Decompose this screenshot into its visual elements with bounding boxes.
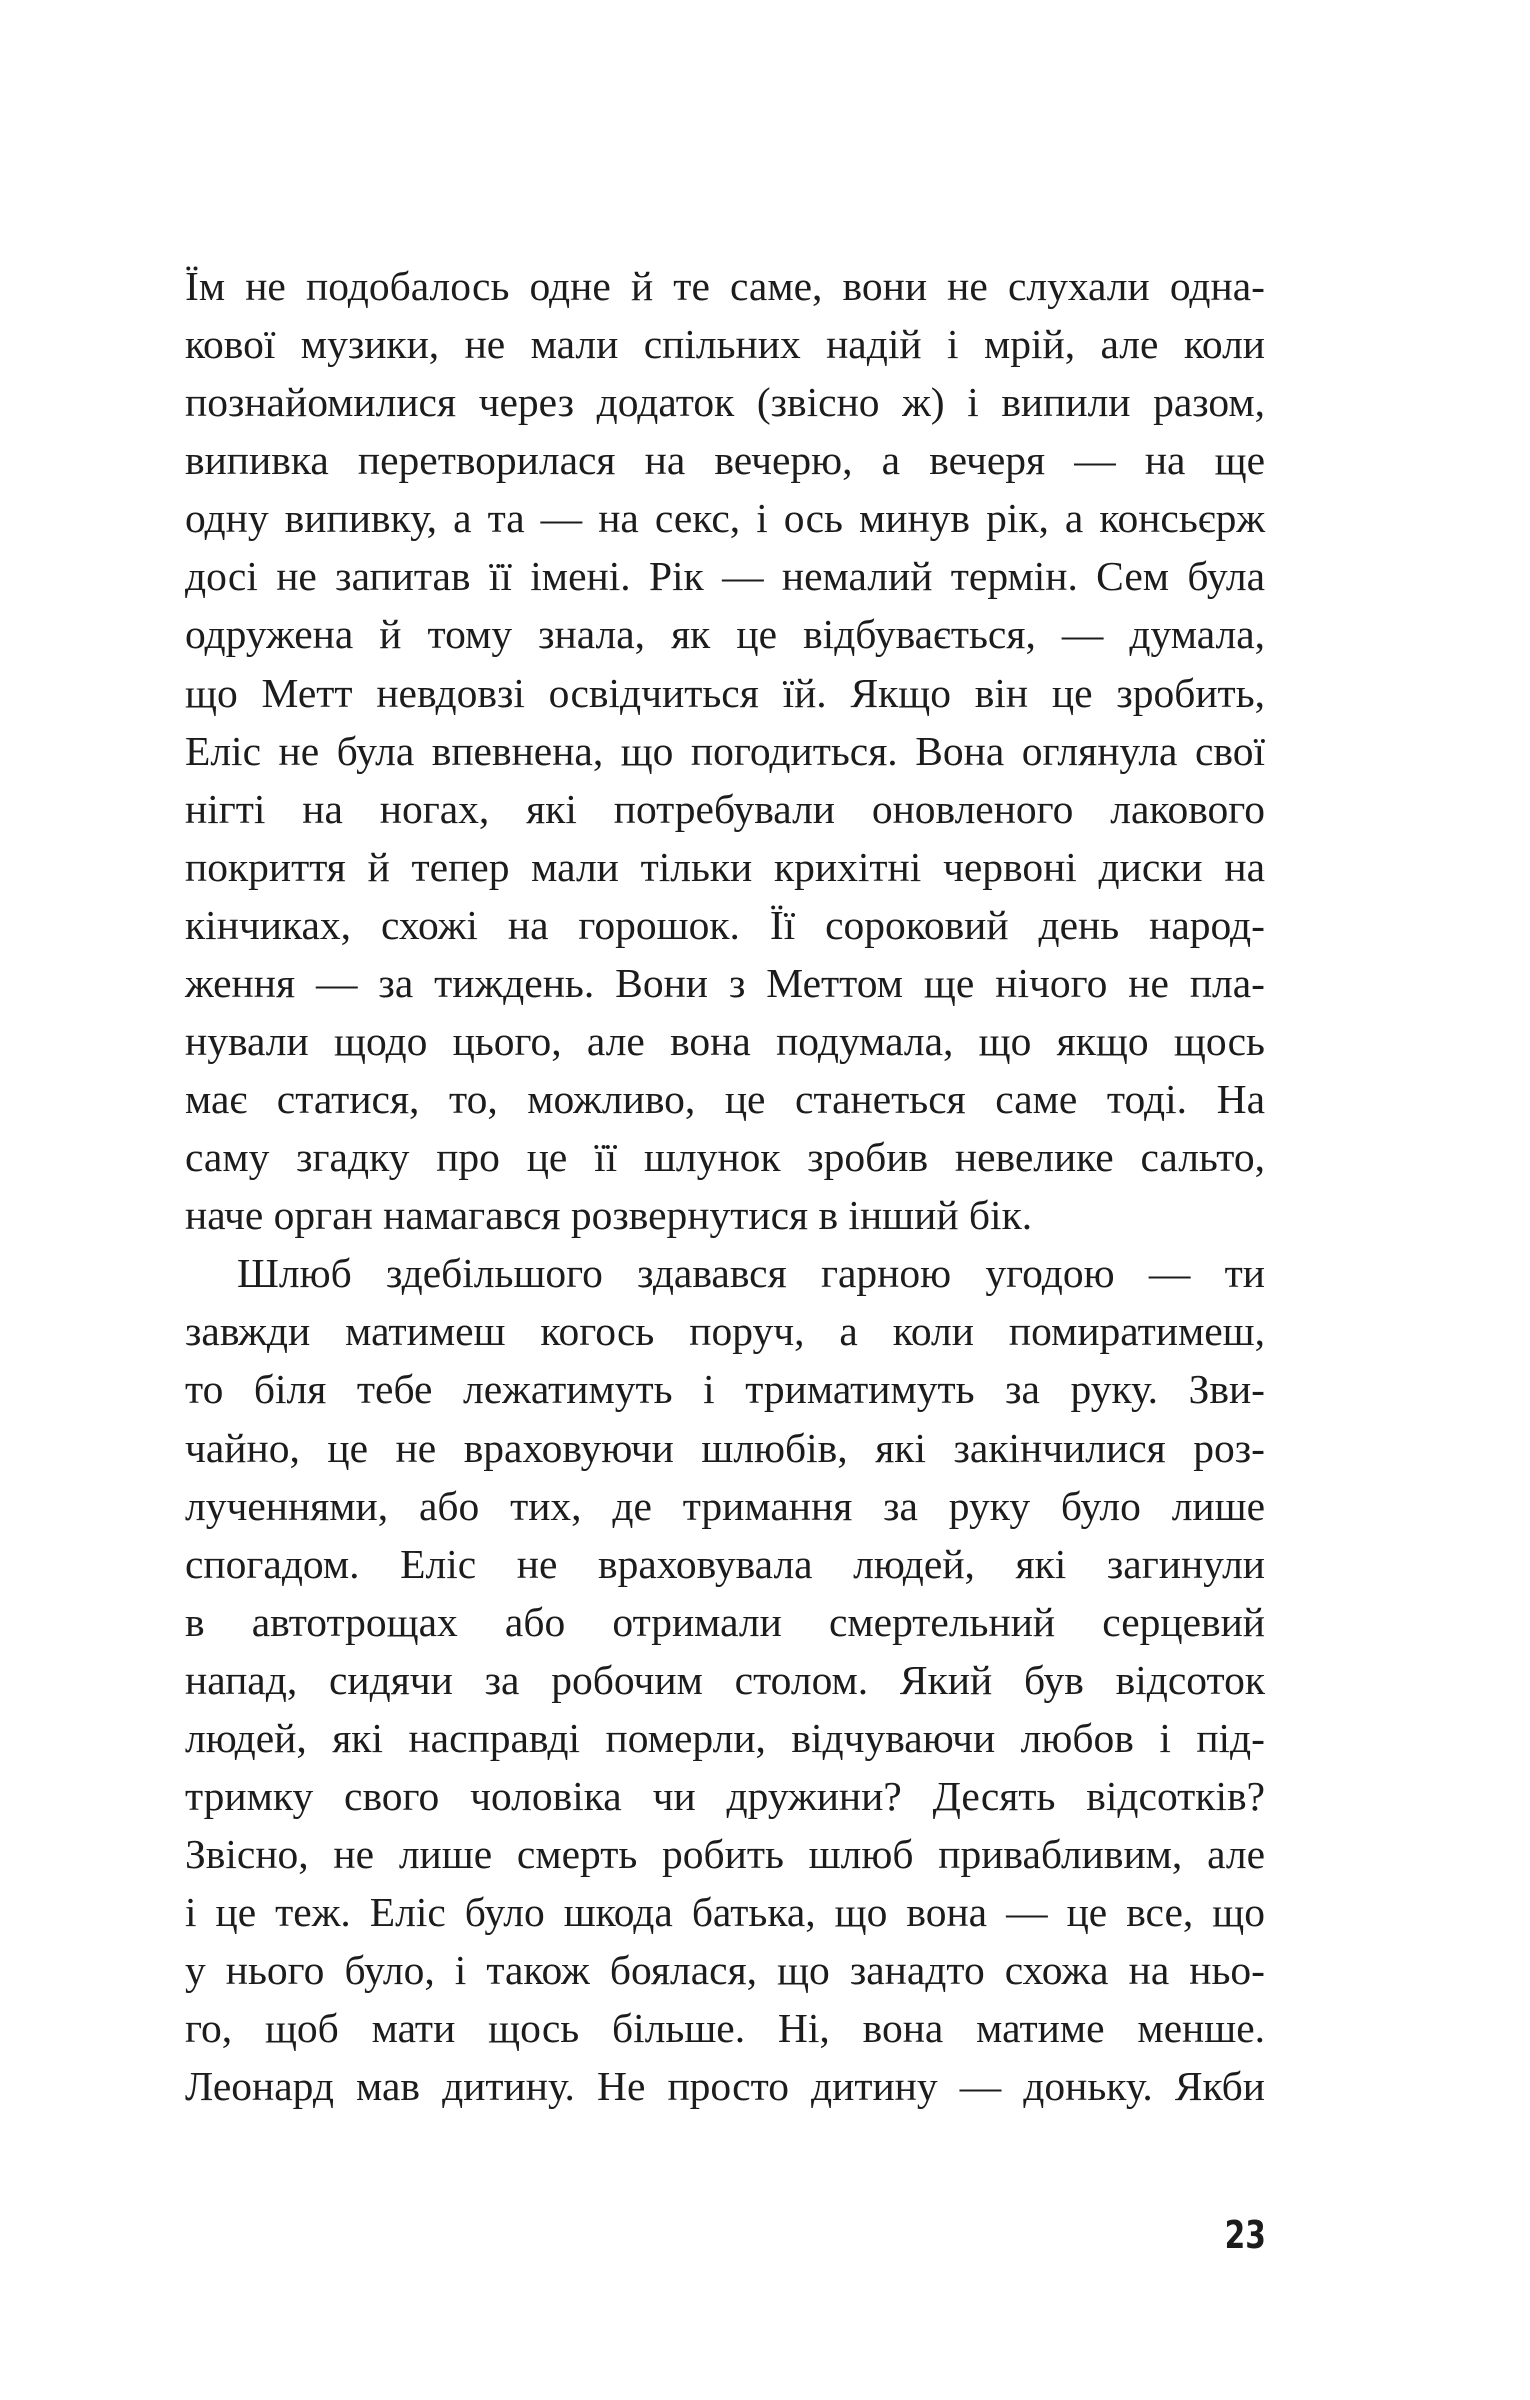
text-line: ження — за тиждень. Вони з Меттом ще нічого не пла- [185,959,1265,1006]
text-line: го, щоб мати щось більше. Ні, вона матиме менше. [185,2005,1265,2052]
text-line: спогадом. Еліс не враховувала людей, які загинули [185,1540,1265,1587]
text-line: нігті на ногах, які потребували оновленого лакового [185,785,1265,832]
text-line: що Метт невдовзі освідчиться їй. Якщо він це зробить, [185,669,1265,716]
text-line: покриття й тепер мали тільки крихітні червоні диски на [185,843,1265,890]
text-line: познайомилися через додаток (звісно ж) і випили разом, [185,379,1265,426]
text-line: Їм не подобалось одне й те саме, вони не слухали одна- [185,263,1265,309]
text-line: в автотрощах або отримали смертельний серцевий [185,1598,1265,1645]
text-line: напад, сидячи за робочим столом. Який був відсоток [185,1656,1265,1703]
text-line: досі не запитав її імені. Рік — немалий термін. Сем була [185,553,1265,600]
text-line: наче орган намагався розвернутися в інший бік. [185,1192,1033,1239]
paragraph-2 [185,1244,1265,2115]
text-line: Леонард мав дитину. Не просто дитину — доньку. Якби [185,2063,1265,2110]
text-line: завжди матимеш когось поруч, а коли помиратимеш, [185,1308,1265,1355]
text-line: одружена й тому знала, як це відбувається, — думала, [185,611,1265,658]
page-number: 23 [1224,2213,1266,2257]
text-line: Еліс не була впевнена, що погодиться. Вона оглянула свої [185,727,1265,774]
body-text [185,257,1265,2116]
text-line: одну випивку, а та — на секс, і ось минув рік, а консьєрж [185,495,1265,542]
text-line: нували щодо цього, але вона подумала, що якщо щось [185,1018,1265,1065]
text-line: кінчиках, схожі на горошок. Її сороковий день народ- [185,901,1265,948]
text-line: чайно, це не враховуючи шлюбів, які закінчилися роз- [185,1424,1265,1471]
text-line: лученнями, або тих, де тримання за руку було лише [185,1482,1265,1529]
text-line: Шлюб здебільшого здавався гарною угодою — ти [237,1250,1265,1297]
text-line: кової музики, не мали спільних надій і мрій, але коли [185,321,1265,368]
text-line: випивка перетворилася на вечерю, а вечеря — на ще [185,437,1265,484]
text-line: тримку свого чоловіка чи дружини? Десять відсотків? [185,1773,1265,1820]
paragraph-1 [185,257,1265,1244]
text-line: має статися, то, можливо, це станеться саме тоді. На [185,1076,1265,1123]
text-line: у нього було, і також боялася, що занадто схожа на ньо- [185,1947,1265,1994]
text-line: Звісно, не лише смерть робить шлюб привабливим, але [185,1831,1265,1878]
text-line: і це теж. Еліс було шкода батька, що вона — це все, що [185,1889,1265,1936]
text-line: то біля тебе лежатимуть і триматимуть за руку. Зви- [185,1366,1265,1413]
text-line: саму згадку про це її шлунок зробив невелике сальто, [185,1134,1265,1181]
text-line: людей, які насправді померли, відчуваючи любов і під- [185,1714,1265,1761]
